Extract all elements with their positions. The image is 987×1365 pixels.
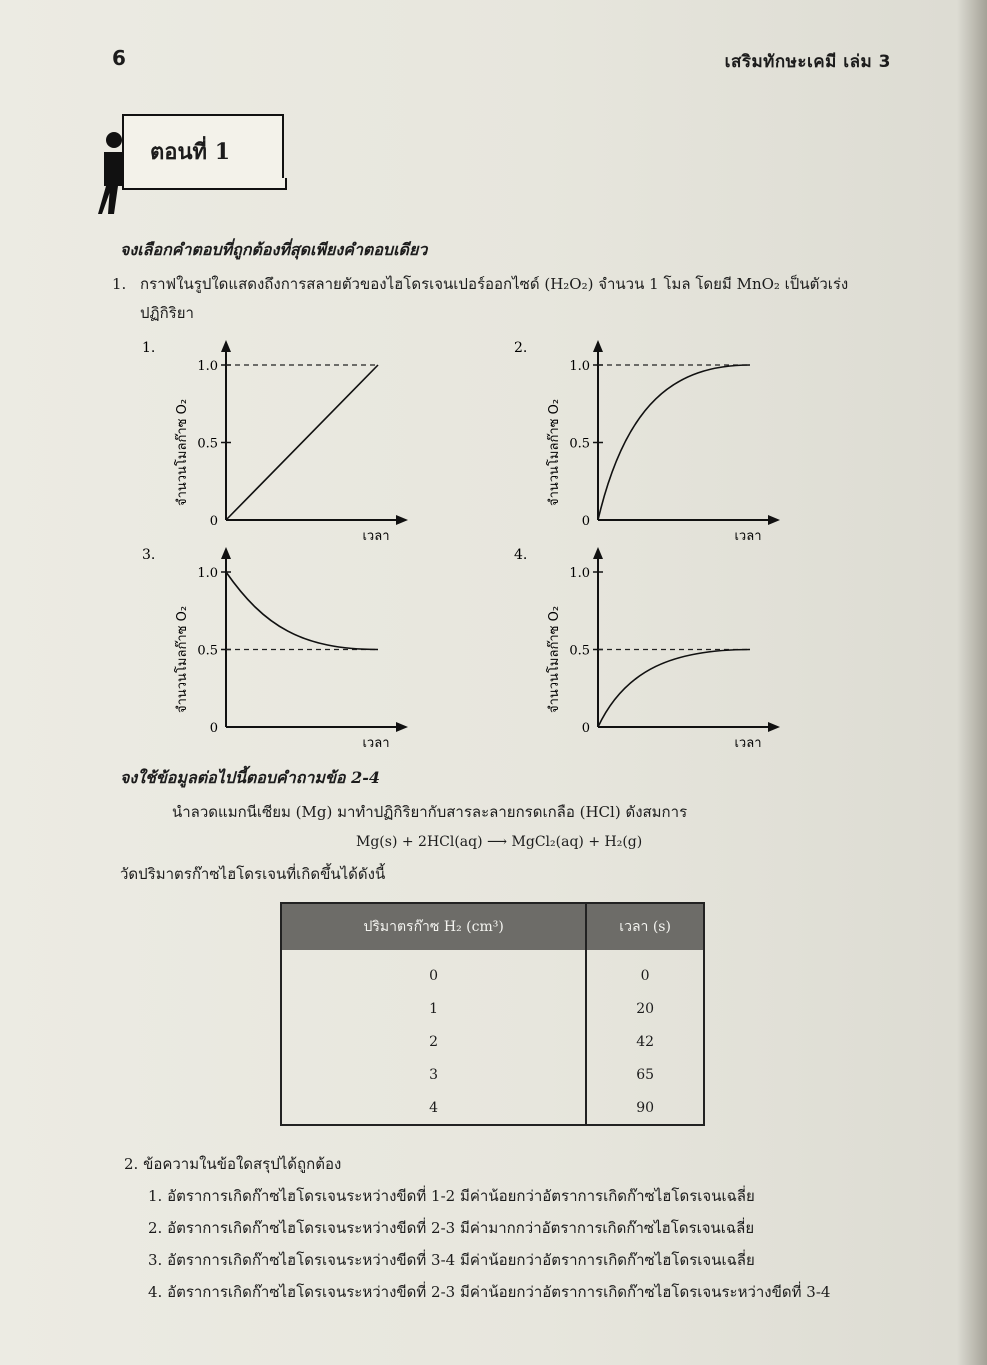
x-axis-label: เวลา xyxy=(362,529,390,544)
x-axis-label: เวลา xyxy=(362,736,390,751)
table-cell: 3 xyxy=(281,1058,586,1091)
y-axis-label: จำนวนโมลก๊าซ O₂ xyxy=(547,398,562,507)
y-axis-arrow xyxy=(221,340,231,352)
y-tick-label: 0 xyxy=(581,514,590,529)
series-line xyxy=(226,365,378,520)
chart-2[interactable] xyxy=(512,338,802,550)
table-header-time: เวลา (s) xyxy=(586,903,704,950)
chemical-equation: Mg(s) + 2HCl(aq) ⟶ MgCl₂(aq) + H₂(g) xyxy=(356,834,643,850)
y-tick-label: 1.0 xyxy=(569,359,590,374)
y-axis-label: จำนวนโมลก๊าซ O₂ xyxy=(175,398,190,507)
question-1-text: กราฟในรูปใดแสดงถึงการสลายตัวของไฮโดรเจนเปอร์ออกไซด์ (H₂O₂) จำนวน 1 โมล โดยมี MnO₂ เป็นตัวเร่งปฏิกิริยา xyxy=(140,275,849,322)
page-number: 6 xyxy=(112,46,126,70)
question-2-option-4[interactable]: 4. อัตราการเกิดก๊าซไฮโดรเจนระหว่างขีดที่ 2-3 มีค่าน้อยกว่าอัตราการเกิดก๊าซไฮโดรเจนระหว่างขีดที่ 3-4 xyxy=(148,1283,831,1301)
table-cell: 2 xyxy=(281,1025,586,1058)
info-body: นำลวดแมกนีเซียม (Mg) มาทำปฏิกิริยากับสารละลายกรดเกลือ (HCl) ดังสมการ xyxy=(172,803,688,821)
chart-label: 4. xyxy=(514,547,528,563)
table-cell: 4 xyxy=(281,1091,586,1125)
y-tick-label: 0.5 xyxy=(197,643,218,659)
chart-label: 2. xyxy=(514,340,528,356)
y-tick-label: 0.5 xyxy=(569,436,590,452)
chart-3-svg xyxy=(140,545,430,757)
table-row xyxy=(281,950,704,992)
running-title: เสริมทักษะเคมี เล่ม 3 xyxy=(724,52,891,72)
section-title: ตอนที่ 1 xyxy=(150,139,231,165)
question-2-option-2[interactable]: 2. อัตราการเกิดก๊าซไฮโดรเจนระหว่างขีดที่ 2-3 มีค่ามากกว่าอัตราการเกิดก๊าซไฮโดรเจนเฉลี่ย xyxy=(148,1219,755,1237)
question-2-option-1[interactable]: 1. อัตราการเกิดก๊าซไฮโดรเจนระหว่างขีดที่ 1-2 มีค่าน้อยกว่าอัตราการเกิดก๊าซไฮโดรเจนเฉลี่ย xyxy=(148,1187,755,1205)
x-axis-arrow xyxy=(768,722,780,732)
y-axis-arrow xyxy=(593,547,603,559)
y-tick-label: 0.5 xyxy=(197,436,218,452)
chart-2-svg xyxy=(512,338,802,550)
y-axis-arrow xyxy=(221,547,231,559)
y-tick-label: 1.0 xyxy=(197,566,218,581)
x-axis-arrow xyxy=(768,515,780,525)
question-1-number: 1. xyxy=(112,275,127,293)
table-cell: 0 xyxy=(281,950,586,992)
chart-1[interactable] xyxy=(140,338,430,550)
question-2-stem: 2. ข้อความในข้อใดสรุปได้ถูกต้อง xyxy=(124,1155,342,1173)
page-edge-shadow xyxy=(957,0,987,1365)
table-row xyxy=(281,1058,704,1091)
table-cell: 0 xyxy=(640,967,650,984)
y-tick-label: 0 xyxy=(209,514,218,529)
info-title: จงใช้ข้อมูลต่อไปนี้ตอบคำถามข้อ 2-4 xyxy=(120,768,380,787)
y-axis-label: จำนวนโมลก๊าซ O₂ xyxy=(175,605,190,714)
chart-label: 3. xyxy=(142,547,156,563)
question-2-option-3[interactable]: 3. อัตราการเกิดก๊าซไฮโดรเจนระหว่างขีดที่ 3-4 มีค่าน้อยกว่าอัตราการเกิดก๊าซไฮโดรเจนเฉลี่ย xyxy=(148,1251,755,1269)
table-cell: 90 xyxy=(636,1099,655,1116)
instruction: จงเลือกคำตอบที่ถูกต้องที่สุดเพียงคำตอบเดียว xyxy=(120,240,428,259)
chart-3[interactable] xyxy=(140,545,430,757)
table-row xyxy=(281,1091,704,1125)
board-base xyxy=(122,178,287,190)
y-tick-label: 0 xyxy=(581,721,590,736)
x-axis-arrow xyxy=(396,722,408,732)
chart-1-svg xyxy=(140,338,430,550)
chart-4[interactable] xyxy=(512,545,802,757)
series-line xyxy=(598,650,750,728)
series-line xyxy=(226,572,378,650)
table-row xyxy=(281,992,704,1025)
x-axis-label: เวลา xyxy=(734,529,762,544)
data-table xyxy=(280,902,705,1126)
y-tick-label: 1.0 xyxy=(197,359,218,374)
x-axis-arrow xyxy=(396,515,408,525)
y-tick-label: 0.5 xyxy=(569,643,590,659)
chart-label: 1. xyxy=(142,340,156,356)
measure-text: วัดปริมาตรก๊าซไฮโดรเจนที่เกิดขึ้นได้ดังนี้ xyxy=(120,865,386,883)
table-cell: 65 xyxy=(636,1066,655,1083)
table-row xyxy=(281,1025,704,1058)
y-axis-label: จำนวนโมลก๊าซ O₂ xyxy=(547,605,562,714)
table-cell: 1 xyxy=(281,992,586,1025)
y-tick-label: 1.0 xyxy=(569,566,590,581)
table-header-volume: ปริมาตรก๊าซ H₂ (cm³) xyxy=(281,903,586,950)
chart-4-svg xyxy=(512,545,802,757)
series-line xyxy=(598,365,750,520)
y-axis-arrow xyxy=(593,340,603,352)
y-tick-label: 0 xyxy=(209,721,218,736)
table-cell: 42 xyxy=(636,1033,655,1050)
x-axis-label: เวลา xyxy=(734,736,762,751)
table-cell: 20 xyxy=(636,1000,655,1017)
